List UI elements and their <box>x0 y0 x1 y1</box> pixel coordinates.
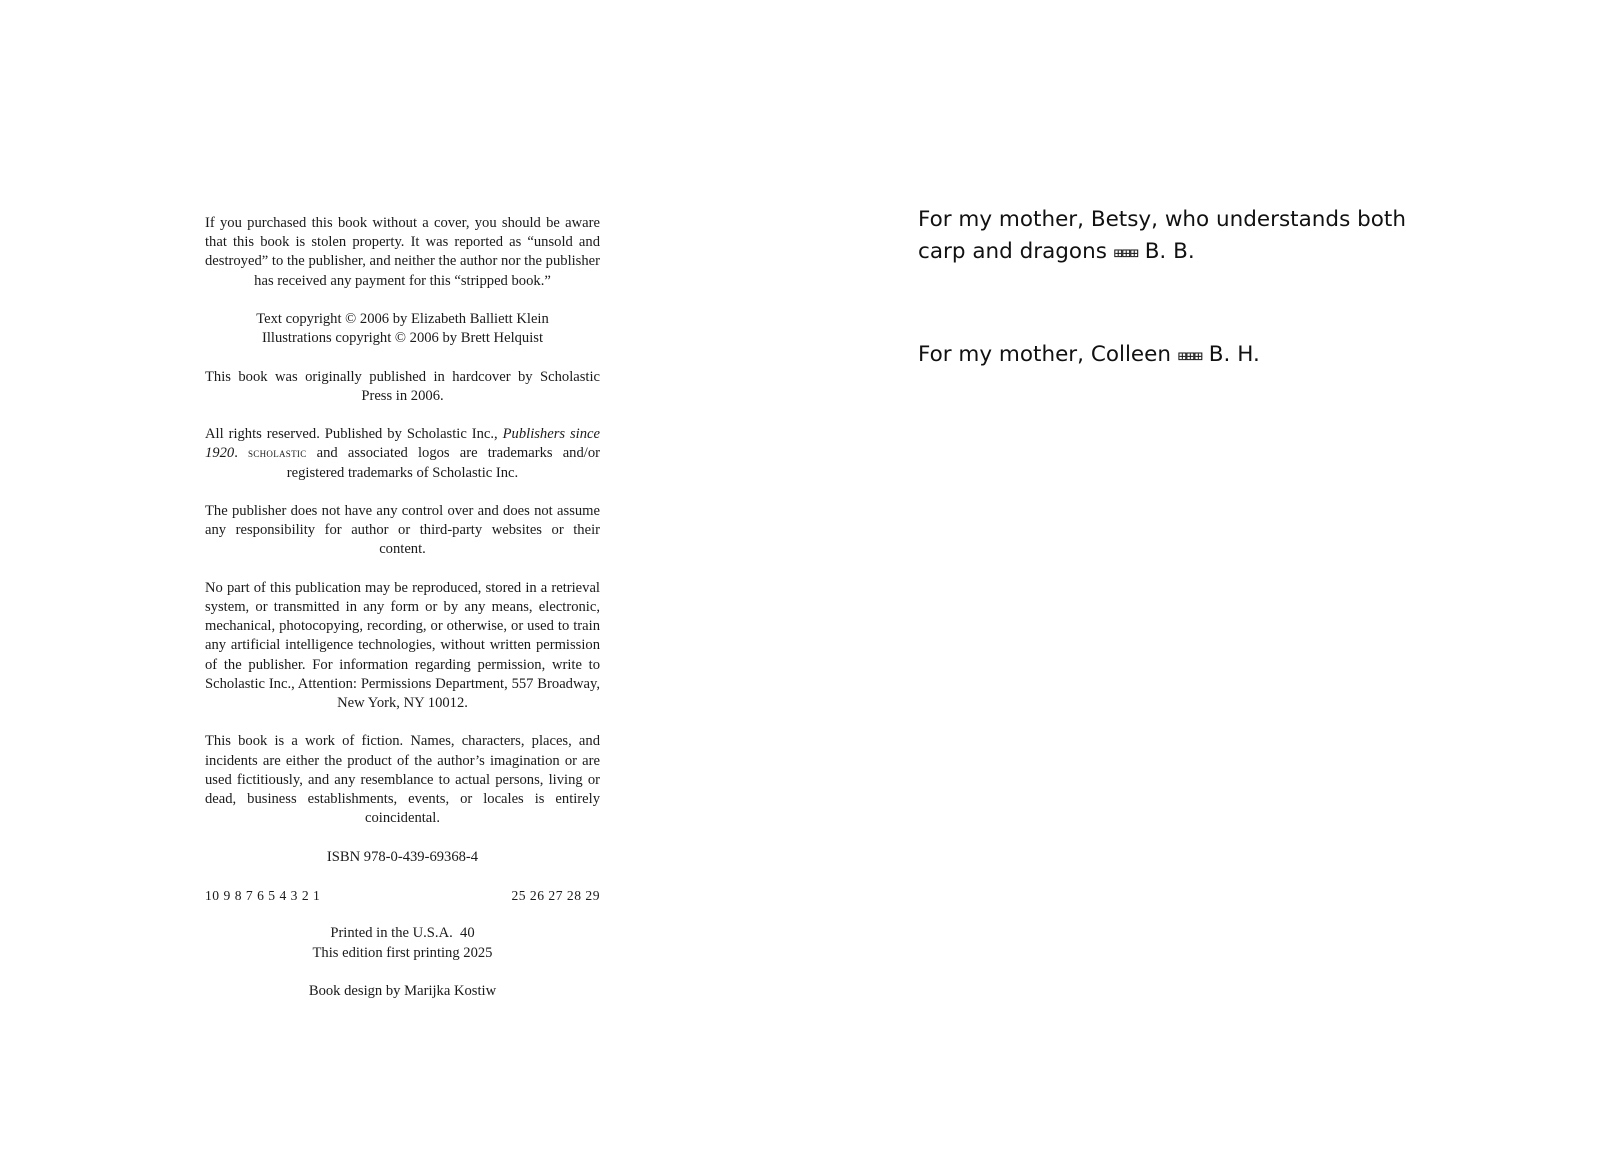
missing-glyph-icon: ⊞⊞⊞ <box>1113 244 1138 262</box>
book-design-credit: Book design by Marijka Kostiw <box>308 982 497 999</box>
rights-suffix: and associated logos are trademarks and/or registered trademarks of Scholastic Inc. <box>286 445 600 481</box>
printing-numbers-right: 25 26 27 28 29 <box>511 887 600 903</box>
reproduction-notice: No part of this publication may be reproduced, stored in a retrieval system, or transmitted in any form or by any means, electronic, mechanical, photocopying, recording, or otherwise, or used to train any artificial intelligence technologies, without written permission of the publisher. For information regarding permission, write to Scholastic Inc., Attention: Permissions Department, 557 Broadway, New York, NY 10012. <box>205 579 600 711</box>
websites-disclaimer: The publisher does not have any control over and does not assume any responsibility for author or third-party websites or their content. <box>205 502 600 558</box>
dedication-author-initials: B. B. <box>1144 239 1195 264</box>
copyright-page <box>205 214 600 1020</box>
edition-printing: This edition first printing 2025 <box>312 944 493 961</box>
printing-numbers-left: 10 9 8 7 6 5 4 3 2 1 <box>205 887 321 903</box>
printing-number-row <box>205 886 600 905</box>
dedication-author-text: For my mother, Betsy, who understands both carp and dragons <box>918 207 1406 264</box>
dedication-author <box>918 204 1438 269</box>
illustrations-copyright: Illustrations copyright © 2006 by Brett Helquist <box>261 330 544 347</box>
scholastic-trademark: scholastic <box>247 446 307 461</box>
original-publication-note: This book was originally published in hardcover by Scholastic Press in 2006. <box>205 368 600 404</box>
dedication-illustrator-text: For my mother, Colleen <box>918 342 1172 367</box>
dedication-page <box>918 204 1438 372</box>
rights-prefix: All rights reserved. Published by Scholastic Inc., <box>205 426 503 443</box>
rights-italic: Publishers since 1920 <box>205 426 600 462</box>
dedication-illustrator-initials: B. H. <box>1208 342 1260 367</box>
stripped-book-notice: If you purchased this book without a cover, you should be aware that this book is stolen property. It was reported as “unsold and destroyed” to the publisher, and neither the author nor the publisher has received any payment for this “stripped book.” <box>205 215 600 289</box>
text-copyright: Text copyright © 2006 by Elizabeth Balliett Klein <box>256 311 549 327</box>
printing-info <box>205 924 600 962</box>
copyright-credits <box>205 310 600 348</box>
rights-period: . <box>234 445 248 462</box>
printed-in: Printed in the U.S.A. 40 <box>330 925 475 942</box>
isbn: ISBN 978-0-439-69368-4 <box>326 848 479 865</box>
fiction-notice: This book is a work of fiction. Names, characters, places, and incidents are either the product of the author’s imagination or are used fictitiously, and any resemblance to actual persons, living or dead, business establishments, events, or locales is entirely coincidental. <box>205 733 600 827</box>
dedication-illustrator <box>918 339 1438 372</box>
rights-reserved-notice <box>205 425 600 483</box>
missing-glyph-icon: ⊞⊞⊞ <box>1177 347 1202 365</box>
